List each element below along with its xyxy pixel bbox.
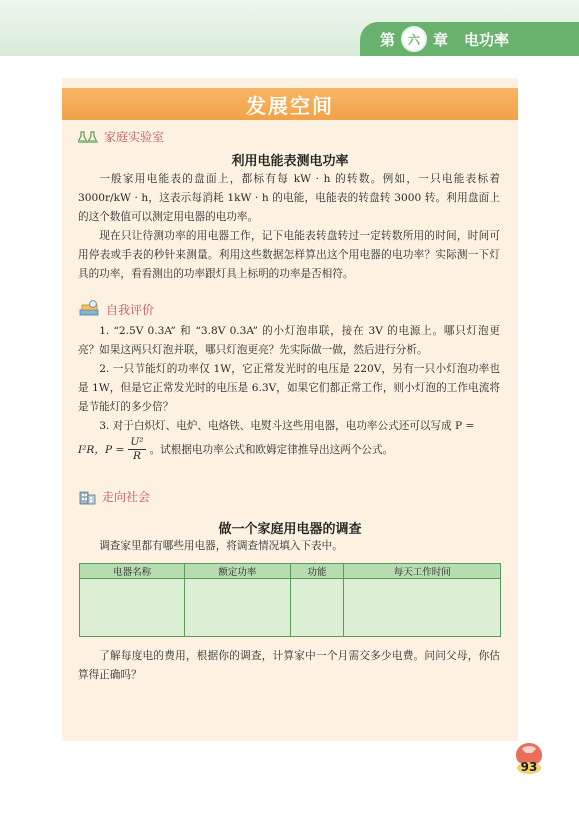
eval-item-3: 3. 对于白炽灯、电炉、电烙铁、电熨斗这些用电器，电功率公式还可以写成 P =: [99, 420, 475, 432]
table-header-cell: 额定功率: [185, 564, 290, 579]
formula-numerator: U²: [130, 436, 144, 448]
section-heading-label: 家庭实验室: [104, 130, 165, 144]
chapter-prefix: 第: [380, 30, 396, 49]
chapter-number-badge: 六: [401, 26, 427, 52]
section-heading-label: 走向社会: [102, 490, 151, 504]
table-header-cell: 功能: [290, 564, 344, 579]
panel-title: 发展空间: [62, 88, 518, 120]
eval-item-2: 2. 一只节能灯的功率仅 1W，它正常发光时的电压是 220V，另有一只小灯泡功率也是 1W，但是它正常发光时的电压是 6.3V，如果它们都正常工作，则小灯泡的工作电流将是节能灯的多少倍？: [78, 363, 500, 413]
formula-fraction: [128, 436, 145, 463]
section3-title: 做一个家庭用电器的调查: [218, 522, 362, 537]
table-header-row: [80, 564, 501, 579]
section3-intro: 调查家里都有哪些用电器，将调查情况填入下表中。: [99, 540, 343, 552]
section1-title: 利用电能表测电功率: [231, 154, 349, 169]
appliance-survey-table: [79, 563, 501, 637]
power-formula: [78, 436, 508, 463]
section3-outro: 了解每度电的费用，根据你的调查，计算家中一个月需交多少电费。问问父母，你估算得正确吗？: [78, 650, 500, 681]
table-row: [80, 579, 501, 637]
section-self-eval-heading: [78, 300, 154, 318]
table-header-cell: 电器名称: [80, 564, 185, 579]
eval-item-1: 1. “2.5V 0.3A” 和 “3.8V 0.3A” 的小灯泡串联，接在 3V 的电源上。哪只灯泡更亮？如果这两只灯泡并联，哪只灯泡更亮？先实际做一做，然后进行分析。: [78, 325, 500, 356]
table-cell[interactable]: [185, 579, 290, 637]
section1-paragraph: 一般家用电能表的盘面上，都标有每 kW · h 的转数。例如，一只电能表标着 3000r/kW · h，这表示每消耗 1kW · h 的电能，电能表的转盘转 3000 转。利用盘面上的这个数值可以测定用电器的电功率。: [78, 173, 500, 223]
chapter-suffix: 章: [433, 30, 449, 49]
section-home-lab-heading: [78, 128, 164, 145]
books-icon: [78, 300, 102, 318]
section1-paragraph: 现在只让待测功率的用电器工作，记下电能表转盘转过一定转数所用的时间，时间可用停表或手表的秒针来测量。利用这些数据怎样算出这个用电器的电功率？实际测一下灯具的功率，看看测出的功率跟灯具上标明的功率是否相符。: [78, 230, 500, 280]
content-panel: [62, 78, 518, 741]
page-number: 93: [520, 760, 538, 774]
building-icon: [78, 489, 98, 505]
table-cell[interactable]: [344, 579, 501, 637]
chapter-tab: [360, 22, 579, 56]
table-cell[interactable]: [290, 579, 344, 637]
formula-part1: I²R，P =: [78, 444, 125, 456]
table-header-cell: 每天工作时间: [344, 564, 501, 579]
formula-denominator: R: [132, 450, 141, 462]
flask-icon: [78, 130, 100, 144]
chapter-title: 电功率: [464, 30, 510, 49]
section-society-heading: [78, 488, 150, 505]
table-cell[interactable]: [80, 579, 185, 637]
section-heading-label: 自我评价: [106, 302, 155, 317]
formula-tail: 。试根据电功率公式和欧姆定律推导出这两个公式。: [149, 444, 394, 456]
